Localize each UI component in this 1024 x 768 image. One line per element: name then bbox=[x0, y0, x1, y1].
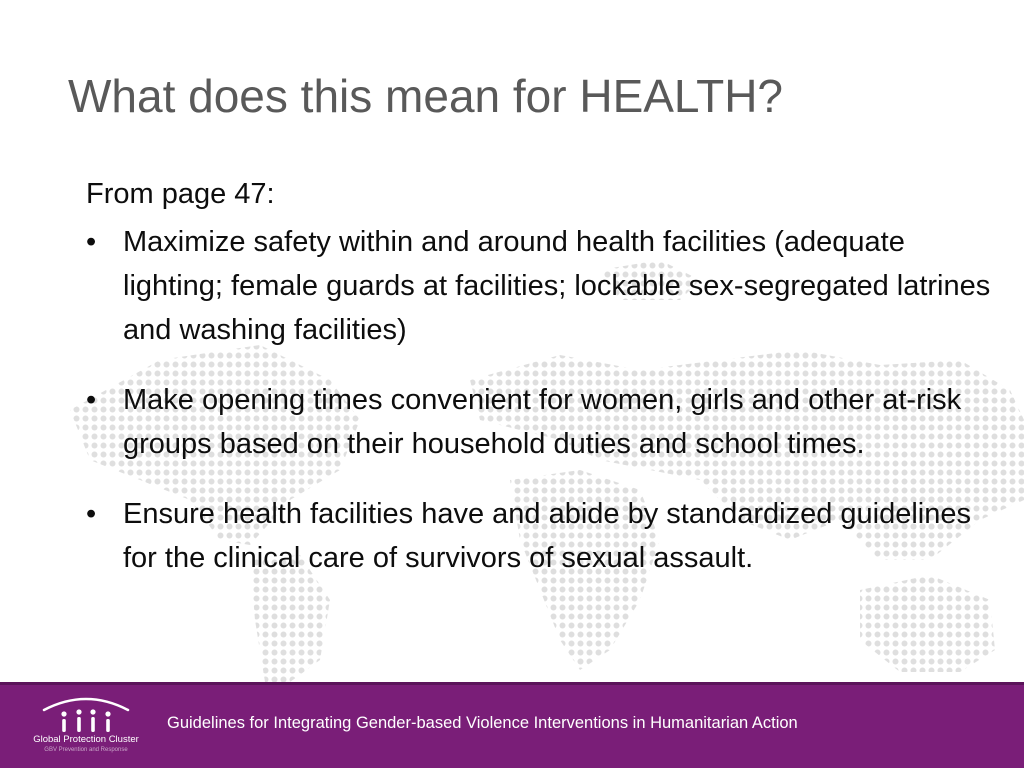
footer-divider bbox=[0, 682, 1024, 685]
bullet-icon: • bbox=[86, 226, 97, 258]
slide-title: What does this mean for HEALTH? bbox=[68, 70, 783, 122]
bullet-item bbox=[86, 378, 991, 466]
slide-content bbox=[86, 172, 991, 606]
global-protection-cluster-logo bbox=[30, 694, 140, 762]
bullet-icon: • bbox=[86, 498, 97, 530]
footer-bar bbox=[0, 682, 1024, 768]
people-arc-icon bbox=[30, 694, 142, 736]
bullet-item bbox=[86, 492, 991, 580]
logo-name: Global Protection Cluster bbox=[33, 734, 139, 745]
intro-text: From page 47: bbox=[86, 178, 275, 210]
footer-text: Guidelines for Integrating Gender-based Violence Interventions in Humanitarian Action bbox=[167, 714, 798, 732]
bullet-text: Maximize safety within and around health facilities (adequate lighting; female guards at facilities; lockable sex-segregated latrines and washing facilities) bbox=[123, 226, 991, 346]
bullet-item bbox=[86, 220, 991, 352]
logo-subtitle: GBV Prevention and Response bbox=[44, 747, 128, 753]
bullet-icon: • bbox=[86, 384, 97, 416]
bullet-text: Make opening times convenient for women, girls and other at-risk groups based on their household duties and school times. bbox=[123, 384, 962, 460]
bullet-text: Ensure health facilities have and abide by standardized guidelines for the clinical care of survivors of sexual assault. bbox=[123, 498, 972, 574]
bullet-list bbox=[86, 220, 991, 580]
